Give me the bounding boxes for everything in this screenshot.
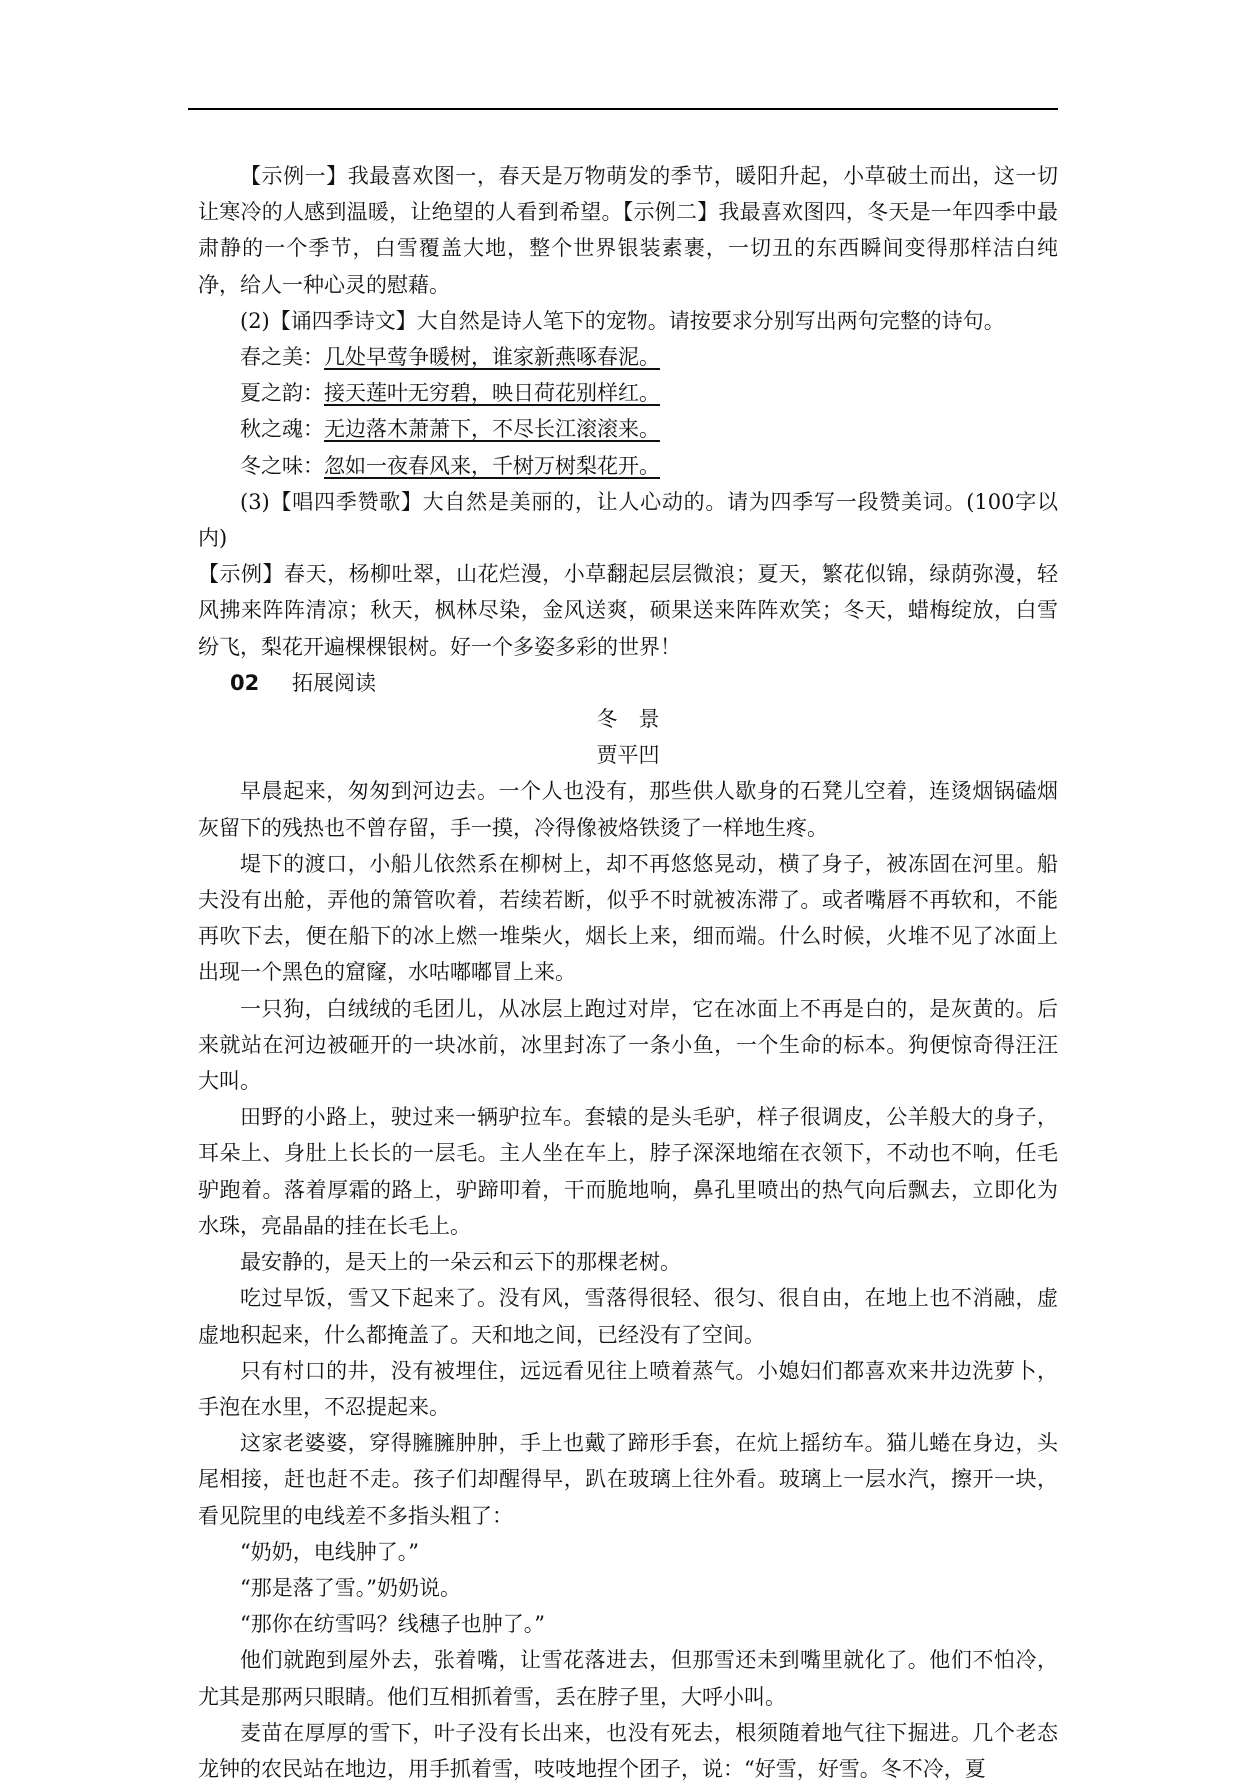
poem-line-autumn: 秋之魂：无边落木萧萧下，不尽长江滚滚来。 [240,417,660,442]
document-body [198,158,1058,1787]
answer-summer: 接天莲叶无穷碧，映日荷花别样红。 [324,381,660,406]
article-title: 冬 景 [596,707,660,732]
article-paragraph: 吃过早饭，雪又下起来了。没有风，雪落得很轻、很匀、很自由，在地上也不消融，虚虚地积起来，什么都掩盖了。天和地之间，已经没有了空间。 [198,1286,1058,1347]
section-title: 拓展阅读 [292,670,376,695]
article-paragraph: 早晨起来，匆匆到河边去。一个人也没有，那些供人歇身的石凳儿空着，连烫烟锅磕烟灰留下的残热也不曾存留，手一摸，冷得像被烙铁烫了一样地生疼。 [198,779,1058,840]
answer-autumn: 无边落木萧萧下，不尽长江滚滚来。 [324,417,660,442]
header-rule [188,108,1058,110]
article-paragraph: 他们就跑到屋外去，张着嘴，让雪花落进去，但那雪还未到嘴里就化了。他们不怕冷，尤其是那两只眼睛。他们互相抓着雪，丢在脖子里，大呼小叫。 [198,1648,1058,1709]
question-2-prompt: (2)【诵四季诗文】大自然是诗人笔下的宠物。请按要求分别写出两句完整的诗句。 [240,308,1005,333]
article-paragraph: 田野的小路上，驶过来一辆驴拉车。套辕的是头毛驴，样子很调皮，公羊般大的身子，耳朵上、身肚上长长的一层毛。主人坐在车上，脖子深深地缩在衣领下，不动也不响，任毛驴跑着。落着厚霜的路上，驴蹄叩着，干而脆地响，鼻孔里喷出的热气向后飘去，立即化为水珠，亮晶晶的挂在长毛上。 [198,1105,1058,1238]
article-paragraph: 堤下的渡口，小船儿依然系在柳树上，却不再悠悠晃动，横了身子，被冻固在河里。船夫没有出舱，弄他的箫管吹着，若续若断，似乎不时就被冻滞了。或者嘴唇不再软和，不能再吹下去，便在船下的冰上燃一堆柴火，烟长上来，细而端。什么时候，火堆不见了冰面上出现一个黑色的窟窿，水咕嘟嘟冒上来。 [198,851,1058,985]
question-3-prompt: (3)【唱四季赞歌】大自然是美丽的，让人心动的。请为四季写一段赞美词。(100字以内) [198,489,1058,551]
answer-winter: 忽如一夜春风来，千树万树梨花开。 [324,453,660,478]
article-paragraph: 这家老婆婆，穿得臃臃肿肿，手上也戴了蹄形手套，在炕上摇纺车。猫儿蜷在身边，头尾相接，赶也赶不走。孩子们却醒得早，趴在玻璃上往外看。玻璃上一层水汽，擦开一块，看见院里的电线差不多指头粗了： [198,1431,1058,1528]
dialogue-line: “那你在纺雪吗？线穗子也肿了。” [240,1612,545,1637]
poem-line-winter: 冬之味：忽如一夜春风来，千树万树梨花开。 [240,453,660,478]
example-answer: 【示例一】我最喜欢图一，春天是万物萌发的季节，暖阳升起，小草破土而出，这一切让寒冷的人感到温暖，让绝望的人看到希望。【示例二】我最喜欢图四，冬天是一年四季中最肃静的一个季节，白雪覆盖大地，整个世界银装素裹，一切丑的东西瞬间变得那样洁白纯净，给人一种心灵的慰藉。 [198,164,1058,297]
dialogue-line: “奶奶，电线肿了。” [240,1539,419,1564]
article-paragraph: 一只狗，白绒绒的毛团儿，从冰层上跑过对岸，它在冰面上不再是白的，是灰黄的。后来就站在河边被砸开的一块冰前，冰里封冻了一条小鱼，一个生命的标本。狗便惊奇得汪汪大叫。 [198,996,1058,1094]
section-heading [198,665,1058,701]
article-paragraph: 只有村口的井，没有被埋住，远远看见往上喷着蒸气。小媳妇们都喜欢来井边洗萝卜，手泡在水里，不忍提起来。 [198,1358,1058,1419]
poem-line-summer: 夏之韵：接天莲叶无穷碧，映日荷花别样红。 [240,381,660,406]
article-paragraph: 最安静的，是天上的一朵云和云下的那棵老树。 [240,1250,681,1275]
poem-line-spring: 春之美：几处早莺争暖树，谁家新燕啄春泥。 [240,345,660,370]
dialogue-line: “那是落了雪。”奶奶说。 [240,1575,461,1600]
section-number: 02 [230,670,260,695]
article-paragraph: 麦苗在厚厚的雪下，叶子没有长出来，也没有死去，根须随着地气往下掘进。几个老态龙钟的农民站在地边，用手抓着雪，吱吱地捏个团子，说：“好雪，好雪。冬不冷，夏 [198,1720,1058,1781]
article-author: 贾平凹 [596,743,660,768]
answer-spring: 几处早莺争暖树，谁家新燕啄春泥。 [324,345,660,370]
question-3-example: 【示例】春天，杨柳吐翠，山花烂漫，小草翻起层层微浪；夏天，繁花似锦，绿荫弥漫，轻风拂来阵阵清凉；秋天，枫林尽染，金风送爽，硕果送来阵阵欢笑；冬天，蜡梅绽放，白雪纷飞，梨花开遍棵棵银树。好一个多姿多彩的世界！ [198,562,1058,659]
